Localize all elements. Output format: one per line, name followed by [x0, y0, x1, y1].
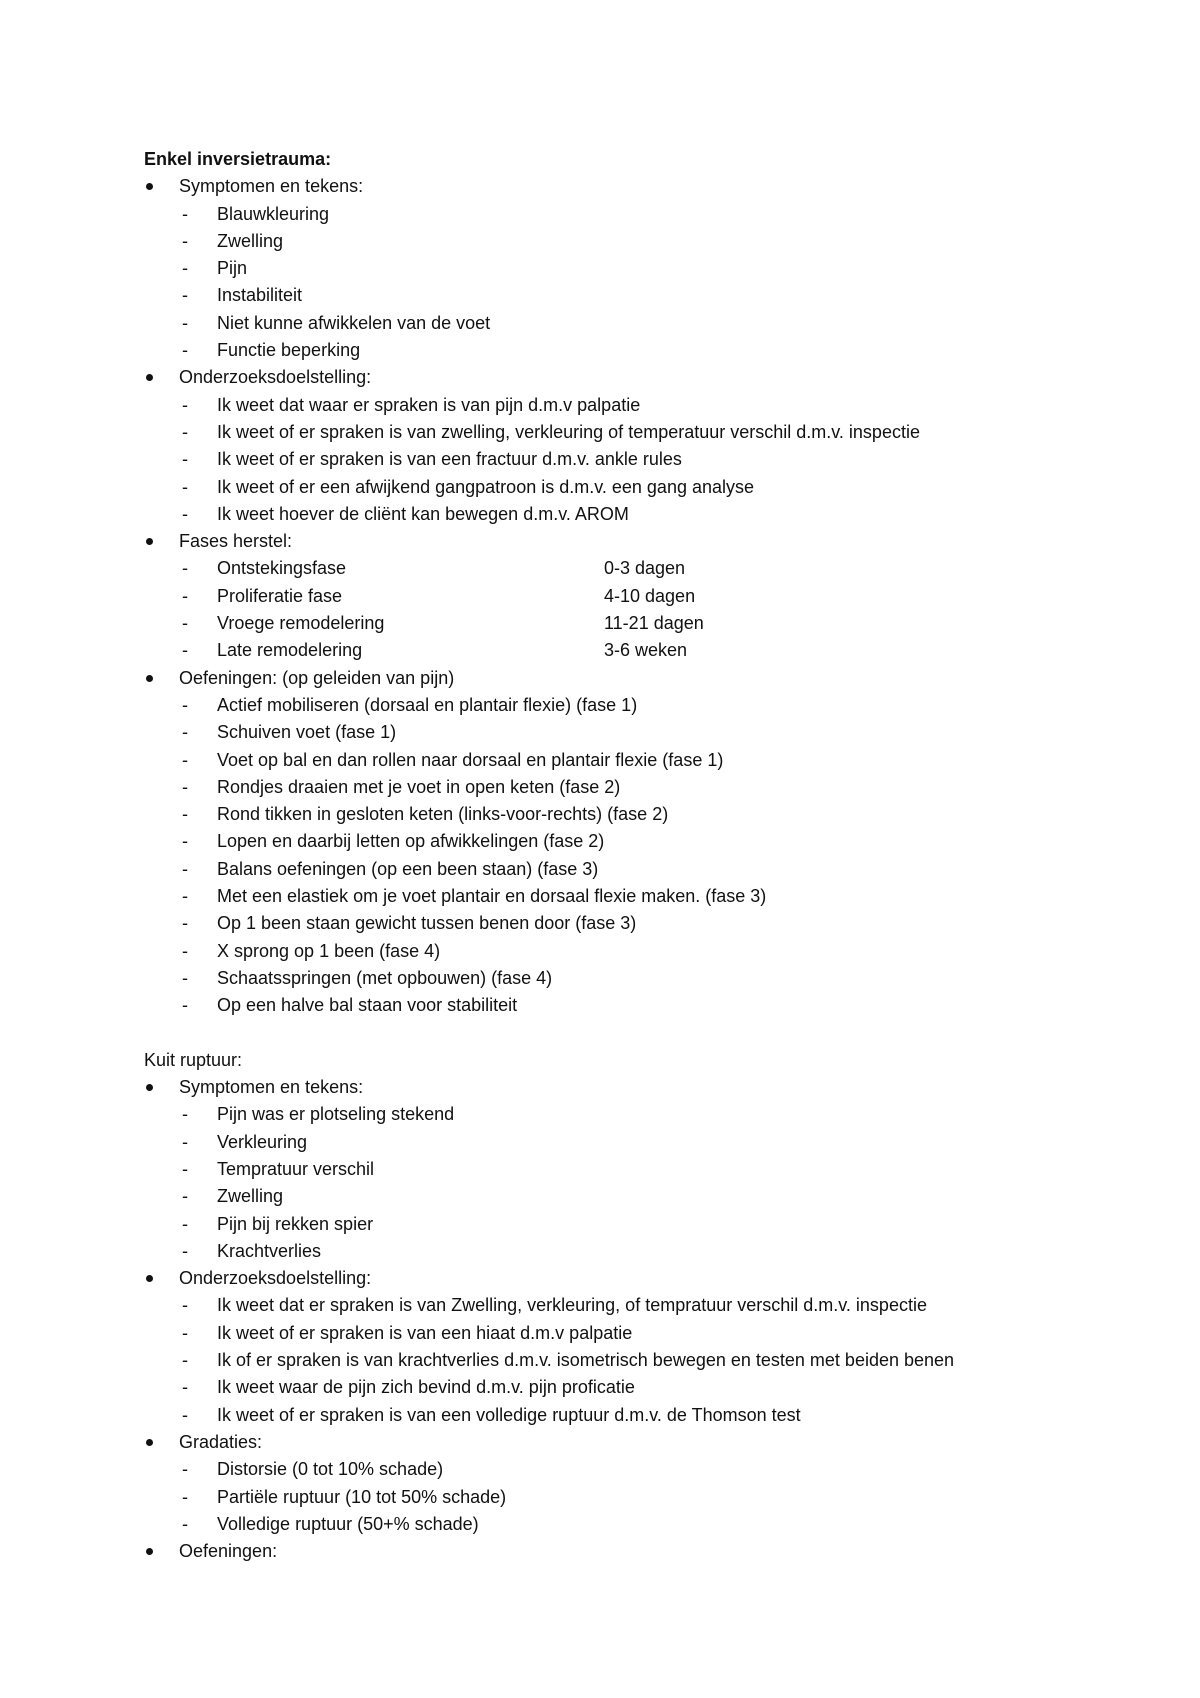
dash-marker: - — [182, 776, 188, 797]
dash-marker: - — [182, 421, 188, 442]
list-item-text: Zwelling — [217, 1186, 284, 1207]
list-item — [144, 1238, 1104, 1265]
list-item — [144, 1129, 1104, 1156]
list-item-text: Instabiliteit — [217, 285, 303, 306]
list-item — [144, 1374, 1104, 1401]
bullet-heading — [144, 364, 1104, 391]
list-item — [144, 446, 1104, 473]
bullet-heading — [144, 528, 1104, 555]
section-title: Enkel inversietrauma: — [144, 149, 332, 169]
dash-marker: - — [182, 886, 188, 907]
dash-marker: - — [182, 1158, 188, 1179]
list-item — [144, 801, 1104, 828]
dash-marker: - — [182, 394, 188, 415]
dash-marker: - — [182, 449, 188, 470]
bullet-heading — [144, 1429, 1104, 1456]
section-title: Kuit ruptuur: — [144, 1049, 243, 1070]
blank-line — [144, 1020, 1104, 1047]
dash-marker: - — [182, 585, 188, 606]
bullet-heading-text: Symptomen en tekens: — [179, 1077, 364, 1098]
list-item-text: Ik weet dat er spraken is van Zwelling, verkleuring, of tempratuur verschil d.m.v. inspectie — [217, 1295, 927, 1316]
list-item-text: Pijn bij rekken spier — [217, 1213, 374, 1234]
bullet-heading-text: Symptomen en tekens: — [179, 176, 364, 197]
list-item-text: Voet op bal en dan rollen naar dorsaal en plantair flexie (fase 1) — [217, 749, 724, 770]
list-item — [144, 1292, 1104, 1319]
bullet-dot-icon — [146, 183, 153, 190]
dash-marker: - — [182, 1459, 188, 1480]
list-item-text: Distorsie (0 tot 10% schade) — [217, 1459, 444, 1480]
dash-marker: - — [182, 940, 188, 961]
list-item — [144, 337, 1104, 364]
dash-marker: - — [182, 722, 188, 743]
list-item-text: Schaatsspringen (met opbouwen) (fase 4) — [217, 967, 553, 988]
list-item-text: Zwelling — [217, 230, 284, 251]
list-item-text: Rond tikken in gesloten keten (links-voor-rechts) (fase 2) — [217, 804, 669, 825]
dash-marker: - — [182, 1131, 188, 1152]
dash-marker: - — [182, 831, 188, 852]
dash-marker: - — [182, 1322, 188, 1343]
bullet-heading — [144, 1074, 1104, 1101]
dash-marker: - — [182, 613, 188, 634]
list-item — [144, 419, 1104, 446]
dash-marker: - — [182, 503, 188, 524]
bullet-heading-text: Oefeningen: (op geleiden van pijn) — [179, 667, 455, 688]
dash-marker: - — [182, 230, 188, 251]
list-item-text: Balans oefeningen (op een been staan) (fase 3) — [217, 858, 599, 879]
list-item-text: Ik weet of er spraken is van een hiaat d.m.v palpatie — [217, 1322, 633, 1343]
list-item-text: Tempratuur verschil — [217, 1158, 375, 1179]
dash-marker: - — [182, 1295, 188, 1316]
bullet-dot-icon — [146, 675, 153, 682]
dash-marker: - — [182, 1377, 188, 1398]
dash-marker: - — [182, 995, 188, 1016]
bullet-heading — [144, 665, 1104, 692]
list-item-text: Partiële ruptuur (10 tot 50% schade) — [217, 1486, 507, 1507]
bullet-heading-text: Fases herstel: — [179, 531, 293, 552]
list-item — [144, 610, 1104, 637]
list-item-text: Pijn — [217, 258, 248, 279]
dash-marker: - — [182, 558, 188, 579]
dash-marker: - — [182, 694, 188, 715]
list-item — [144, 1183, 1104, 1210]
dash-marker: - — [182, 203, 188, 224]
list-item — [144, 1156, 1104, 1183]
list-item — [144, 555, 1104, 582]
list-item-text: Verkleuring — [217, 1131, 308, 1152]
bullet-heading-text: Gradaties: — [179, 1431, 263, 1452]
bullet-dot-icon — [146, 1275, 153, 1282]
bullet-heading-text: Onderzoeksdoelstelling: — [179, 1268, 372, 1289]
list-item — [144, 938, 1104, 965]
dash-marker: - — [182, 1104, 188, 1125]
list-item-text: Niet kunne afwikkelen van de voet — [217, 312, 491, 333]
bullet-dot-icon — [146, 1548, 153, 1555]
bullet-dot-icon — [146, 1084, 153, 1091]
list-item — [144, 1101, 1104, 1128]
list-item-text: Ik of er spraken is van krachtverlies d.m.v. isometrisch bewegen en testen met beiden benen — [217, 1350, 955, 1371]
list-item — [144, 228, 1104, 255]
list-item — [144, 637, 1104, 664]
list-item — [144, 474, 1104, 501]
bullet-heading — [144, 1265, 1104, 1292]
dash-marker: - — [182, 340, 188, 361]
list-item-text: Ik weet of er spraken is van een volledige ruptuur d.m.v. de Thomson test — [217, 1404, 801, 1425]
dash-marker: - — [182, 1486, 188, 1507]
list-item-text: Met een elastiek om je voet plantair en dorsaal flexie maken. (fase 3) — [217, 886, 767, 907]
list-item — [144, 883, 1104, 910]
list-item — [144, 1511, 1104, 1538]
list-item — [144, 1320, 1104, 1347]
dash-marker: - — [182, 1513, 188, 1534]
list-item — [144, 992, 1104, 1019]
list-item — [144, 910, 1104, 937]
bullet-dot-icon — [146, 374, 153, 381]
bullet-heading — [144, 173, 1104, 200]
list-item — [144, 747, 1104, 774]
list-item-text: Ontstekingsfase — [217, 558, 347, 579]
list-item-text: Vroege remodelering — [217, 613, 385, 634]
list-item — [144, 719, 1104, 746]
list-item-text: X sprong op 1 been (fase 4) — [217, 940, 441, 961]
list-item-text: Pijn was er plotseling stekend — [217, 1104, 455, 1125]
list-item-text: Ik weet of er spraken is van zwelling, verkleuring of temperatuur verschil d.m.v. inspectie — [217, 421, 920, 442]
list-item — [144, 1456, 1104, 1483]
dash-marker: - — [182, 258, 188, 279]
list-item-value: 11-21 dagen — [604, 613, 704, 634]
list-item — [144, 828, 1104, 855]
dash-marker: - — [182, 1404, 188, 1425]
list-item-text: Blauwkleuring — [217, 203, 330, 224]
list-item-text: Rondjes draaien met je voet in open keten (fase 2) — [217, 776, 621, 797]
bullet-dot-icon — [146, 538, 153, 545]
bullet-heading-text: Oefeningen: — [179, 1541, 278, 1562]
dash-marker: - — [182, 1350, 188, 1371]
dash-marker: - — [182, 476, 188, 497]
bullet-heading — [144, 1538, 1104, 1565]
list-item-value: 0-3 dagen — [604, 558, 686, 579]
list-item — [144, 1347, 1104, 1374]
list-item-text: Ik weet hoever de cliënt kan bewegen d.m.v. AROM — [217, 503, 629, 524]
dash-marker: - — [182, 913, 188, 934]
list-item — [144, 1211, 1104, 1238]
list-item — [144, 255, 1104, 282]
list-item-text: Schuiven voet (fase 1) — [217, 722, 397, 743]
list-item-text: Functie beperking — [217, 340, 361, 361]
list-item — [144, 310, 1104, 337]
list-item-text: Late remodelering — [217, 640, 363, 661]
list-item — [144, 282, 1104, 309]
bullet-dot-icon — [146, 1439, 153, 1446]
list-item — [144, 392, 1104, 419]
list-item-text: Actief mobiliseren (dorsaal en plantair flexie) (fase 1) — [217, 694, 638, 715]
list-item-text: Ik weet of er spraken is van een fractuur d.m.v. ankle rules — [217, 449, 682, 470]
list-item — [144, 1484, 1104, 1511]
list-item-text: Volledige ruptuur (50+% schade) — [217, 1513, 479, 1534]
list-item — [144, 501, 1104, 528]
list-item-text: Lopen en daarbij letten op afwikkelingen (fase 2) — [217, 831, 605, 852]
list-item — [144, 583, 1104, 610]
dash-marker: - — [182, 1213, 188, 1234]
list-item-text: Ik weet of er een afwijkend gangpatroon is d.m.v. een gang analyse — [217, 476, 755, 497]
list-item-text: Proliferatie fase — [217, 585, 343, 606]
dash-marker: - — [182, 640, 188, 661]
list-item-text: Ik weet dat waar er spraken is van pijn d.m.v palpatie — [217, 394, 641, 415]
list-item — [144, 1402, 1104, 1429]
bullet-heading-text: Onderzoeksdoelstelling: — [179, 367, 372, 388]
list-item-text: Op 1 been staan gewicht tussen benen door (fase 3) — [217, 913, 637, 934]
dash-marker: - — [182, 967, 188, 988]
list-item-text: Ik weet waar de pijn zich bevind d.m.v. pijn proficatie — [217, 1377, 635, 1398]
dash-marker: - — [182, 285, 188, 306]
list-item-value: 4-10 dagen — [604, 585, 696, 606]
list-item — [144, 201, 1104, 228]
dash-marker: - — [182, 1240, 188, 1261]
list-item — [144, 856, 1104, 883]
list-item — [144, 692, 1104, 719]
list-item-text: Krachtverlies — [217, 1240, 322, 1261]
dash-marker: - — [182, 858, 188, 879]
dash-marker: - — [182, 749, 188, 770]
dash-marker: - — [182, 804, 188, 825]
dash-marker: - — [182, 1186, 188, 1207]
list-item — [144, 774, 1104, 801]
list-item-value: 3-6 weken — [604, 640, 688, 661]
list-item — [144, 965, 1104, 992]
list-item-text: Op een halve bal staan voor stabiliteit — [217, 995, 518, 1016]
dash-marker: - — [182, 312, 188, 333]
document-page — [144, 146, 1104, 1565]
